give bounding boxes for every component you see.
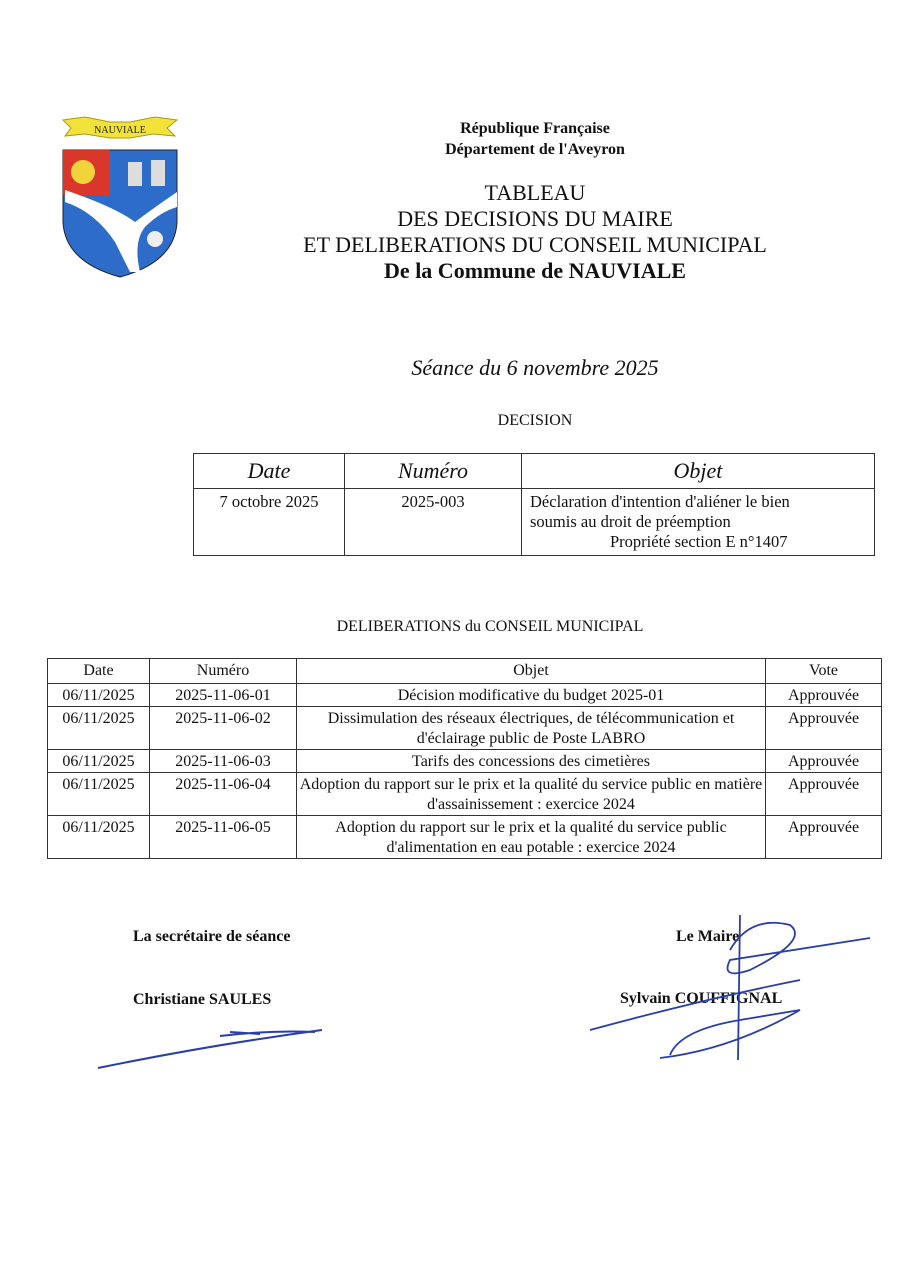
header-administrative	[400, 118, 670, 160]
cell-vote: Approuvée	[766, 684, 882, 707]
cell-vote: Approuvée	[766, 816, 882, 859]
cell-vote: Approuvée	[766, 750, 882, 773]
secretary-name: Christiane SAULES	[133, 991, 272, 1008]
table-row	[48, 773, 882, 816]
cell-vote: Approuvée	[766, 773, 882, 816]
mayor-signature	[580, 910, 880, 1070]
table-row	[48, 707, 882, 750]
column-header: Date	[194, 454, 345, 489]
commune-title: De la Commune de NAUVIALE	[384, 258, 686, 283]
cell-numero: 2025-003	[345, 489, 522, 556]
table-row	[48, 750, 882, 773]
cell-date: 06/11/2025	[48, 773, 150, 816]
cell-date: 06/11/2025	[48, 816, 150, 859]
cell-objet: Dissimulation des réseaux électriques, de télécommunication et d'éclairage public de Poste LABRO	[297, 707, 766, 750]
column-header: Objet	[297, 659, 766, 684]
department-label: Département de l'Aveyron	[445, 141, 625, 158]
column-header: Numéro	[345, 454, 522, 489]
title-line: ET DELIBERATIONS DU CONSEIL MUNICIPAL	[303, 232, 767, 257]
coat-of-arms-logo	[55, 112, 185, 282]
cell-objet: Adoption du rapport sur le prix et la qualité du service public en matière d'assainissement : exercice 2024	[297, 773, 766, 816]
session-title: Séance du 6 novembre 2025	[411, 355, 659, 380]
cell-objet: Adoption du rapport sur le prix et la qualité du service public d'alimentation en eau potable : exercice 2024	[297, 816, 766, 859]
cell-numero: 2025-11-06-01	[150, 684, 297, 707]
decision-heading: DECISION	[497, 412, 573, 429]
title-line: DES DECISIONS DU MAIRE	[397, 206, 673, 231]
deliberations-heading: DELIBERATIONS du CONSEIL MUNICIPAL	[336, 618, 644, 635]
cell-numero: 2025-11-06-02	[150, 707, 297, 750]
column-header: Date	[48, 659, 150, 684]
cell-date: 06/11/2025	[48, 750, 150, 773]
svg-text:NAUVIALE: NAUVIALE	[94, 125, 146, 136]
cell-numero: 2025-11-06-04	[150, 773, 297, 816]
column-header: Vote	[766, 659, 882, 684]
objet-line: soumis au droit de préemption	[530, 512, 731, 531]
cell-numero: 2025-11-06-05	[150, 816, 297, 859]
secretary-role: La secrétaire de séance	[133, 928, 291, 945]
deliberations-table	[47, 658, 882, 859]
page-title	[200, 180, 870, 284]
cell-objet	[522, 489, 875, 556]
table-header	[194, 454, 875, 489]
cell-objet: Tarifs des concessions des cimetières	[297, 750, 766, 773]
cell-objet: Décision modificative du budget 2025-01	[297, 684, 766, 707]
table-header	[48, 659, 882, 684]
table-row	[48, 684, 882, 707]
objet-line: Propriété section E n°1407	[610, 532, 788, 551]
cell-vote: Approuvée	[766, 707, 882, 750]
cell-date: 06/11/2025	[48, 707, 150, 750]
table-row	[48, 816, 882, 859]
decision-table	[193, 453, 875, 556]
republic-label: République Française	[460, 120, 610, 137]
column-header: Objet	[522, 454, 875, 489]
objet-line: Déclaration d'intention d'aliéner le bien	[530, 492, 790, 511]
cell-date: 06/11/2025	[48, 684, 150, 707]
cell-date: 7 octobre 2025	[194, 489, 345, 556]
mayor-role: Le Maire	[676, 928, 740, 945]
cell-numero: 2025-11-06-03	[150, 750, 297, 773]
column-header: Numéro	[150, 659, 297, 684]
secretary-signature	[90, 1020, 330, 1075]
mayor-name: Sylvain COUFFIGNAL	[620, 990, 783, 1007]
table-row	[194, 489, 875, 556]
title-line: TABLEAU	[484, 180, 586, 205]
